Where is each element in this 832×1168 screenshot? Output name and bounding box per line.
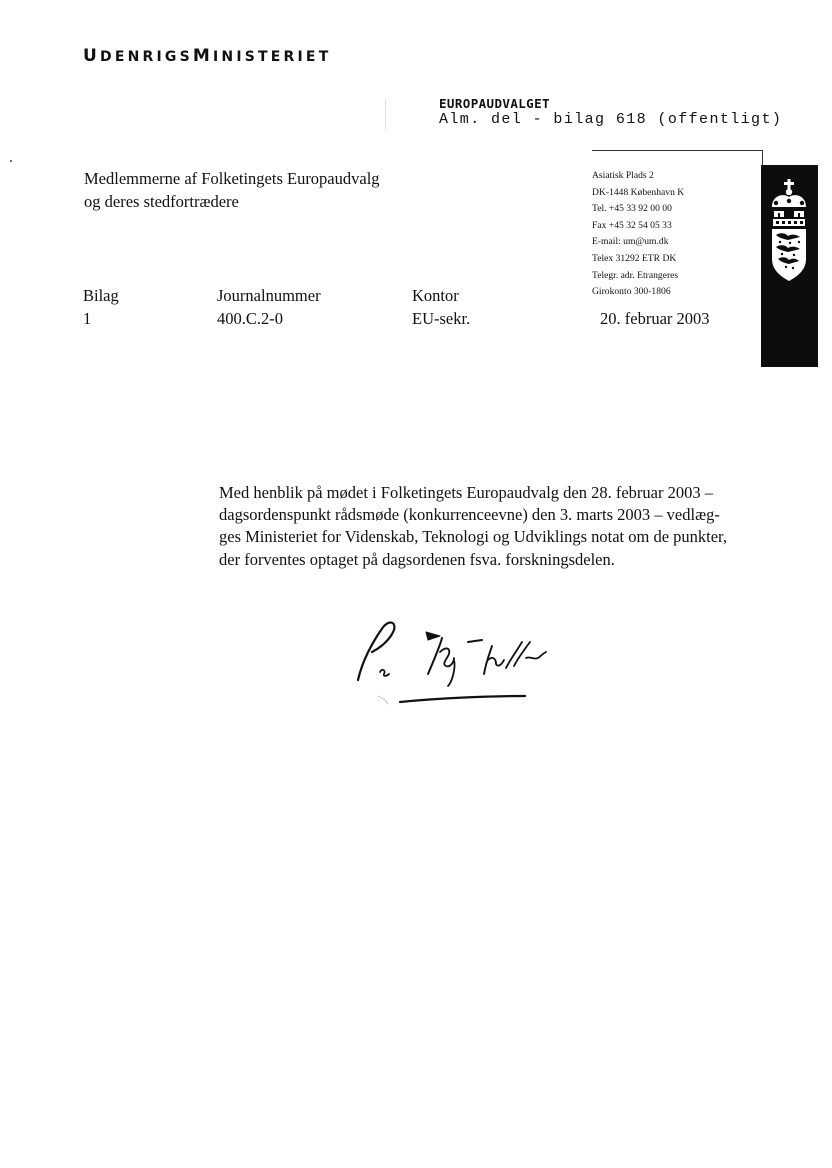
body-line: Med henblik på mødet i Folketingets Europaudvalg den 28. februar 2003 – <box>219 483 713 502</box>
contact-fax: Fax +45 32 54 05 33 <box>592 219 672 231</box>
scan-speck <box>10 160 12 162</box>
ministry-name: UDENRIGSMINISTERIET <box>83 46 332 66</box>
body-line: dagsordenspunkt rådsmøde (konkurrenceevne) den 3. marts 2003 – vedlæg- <box>219 505 720 525</box>
bilag-label: Bilag <box>83 286 119 305</box>
recipient-line: og deres stedfortrædere <box>84 192 239 211</box>
handwritten-signature <box>350 612 570 717</box>
contact-tel: Tel. +45 33 92 00 00 <box>592 203 672 215</box>
stamp-committee: EUROPAUDVALGET <box>439 96 550 111</box>
crest-bar <box>761 165 818 367</box>
contact-address: Asiatisk Plads 2 <box>592 170 654 181</box>
recipient-line: Medlemmerne af Folketingets Europaudvalg <box>84 169 380 188</box>
journal-label: Journalnummer <box>217 286 321 305</box>
body-line: ges Ministeriet for Videnskab, Teknologi og Udviklings notat om de punkter, <box>219 527 728 547</box>
contact-telex: Telex 31292 ETR DK <box>592 252 677 264</box>
recipient-block <box>84 167 380 213</box>
contact-telegram: Telegr. adr. Etrangeres <box>592 269 679 281</box>
journal-value: 400.C.2-0 <box>217 309 283 328</box>
letter-body <box>219 482 767 571</box>
stamp-reference: Alm. del - bilag 618 (offentligt) <box>439 111 783 128</box>
bilag-value: 1 <box>83 309 92 328</box>
kontor-label: Kontor <box>412 286 459 305</box>
contact-email: E-mail: um@um.dk <box>592 236 669 248</box>
kontor-value: EU-sekr. <box>412 309 471 328</box>
contact-postal: DK-1448 København K <box>592 186 685 198</box>
fold-line <box>592 150 763 151</box>
fold-tick <box>762 150 763 166</box>
contact-giro: Girokonto 300-1806 <box>592 286 671 298</box>
letter-date: 20. februar 2003 <box>600 309 710 328</box>
scan-artifact <box>385 100 386 130</box>
body-line: der forventes optaget på dagsordenen fsva. forskningsdelen. <box>219 549 615 569</box>
contact-block <box>592 168 684 301</box>
royal-crest-icon <box>766 177 812 287</box>
